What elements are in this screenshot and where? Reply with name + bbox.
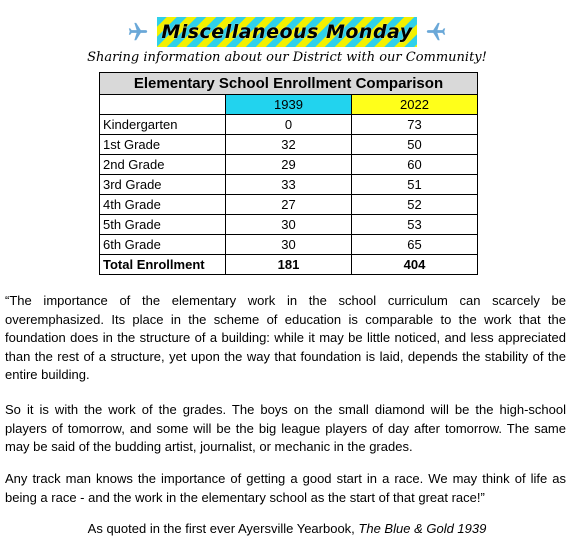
table-row [100,155,478,175]
quote-paragraph-2: So it is with the work of the grades. The boys on the small diamond will be the high-school players of tomorrow, and some will be the big league players of day after tomorrow. The same may be said of the budding artist, journalist, or mechanic in the grades. [5,402,566,454]
table-title: Elementary School Enrollment Comparison [100,73,478,95]
cell-2022: 65 [351,235,477,255]
yearbook-title: The Blue & Gold 1939 [358,521,487,536]
total-label: Total Enrollment [100,255,226,275]
table-row [100,215,478,235]
enrollment-table [99,72,478,275]
row-label: 3rd Grade [100,175,226,195]
quote-paragraph-3: Any track man knows the importance of getting a good start in a race. We may think of life as being a race - and the work in the elementary school as the start of that great race!” [5,471,566,505]
page-title: Miscellaneous Monday [161,21,413,43]
cell-1939: 30 [226,215,352,235]
table-row [100,115,478,135]
cell-2022: 53 [351,215,477,235]
cell-1939: 29 [226,155,352,175]
header-cell-2022: 2022 [351,95,477,115]
cell-1939: 0 [226,115,352,135]
cell-1939: 32 [226,135,352,155]
header-cell-empty [100,95,226,115]
row-label: 6th Grade [100,235,226,255]
cell-1939: 27 [226,195,352,215]
title-box [157,17,416,47]
page-subtitle: Sharing information about our District with our Community! [87,50,487,65]
cell-2022: 50 [351,135,477,155]
table-row [100,135,478,155]
table-total-row [100,255,478,275]
table-header-row [100,95,478,115]
airplane-icon [125,19,151,45]
row-label: 5th Grade [100,215,226,235]
row-label: Kindergarten [100,115,226,135]
header-banner [0,15,574,49]
attribution-text: As quoted in the first ever Ayersville Yearbook, [87,521,359,536]
row-label: 4th Grade [100,195,226,215]
table-row [100,195,478,215]
row-label: 1st Grade [100,135,226,155]
table-row [100,175,478,195]
total-1939: 181 [226,255,352,275]
cell-1939: 33 [226,175,352,195]
header-cell-1939: 1939 [226,95,352,115]
total-2022: 404 [351,255,477,275]
quote-paragraph-1: “The importance of the elementary work in the school curriculum can scarcely be overemphasized. Its place in the scheme of education is comparable to the work that the foundation does in the structure of a building: while it may be little noticed, and less appreciated than the rest of a structure, yet upon the way that foundation is laid, depends the stability of the entire building. [5,293,566,382]
airplane-icon [423,19,449,45]
table-row [100,235,478,255]
cell-2022: 51 [351,175,477,195]
cell-2022: 52 [351,195,477,215]
cell-2022: 60 [351,155,477,175]
cell-1939: 30 [226,235,352,255]
row-label: 2nd Grade [100,155,226,175]
cell-2022: 73 [351,115,477,135]
quote-attribution [0,521,574,536]
